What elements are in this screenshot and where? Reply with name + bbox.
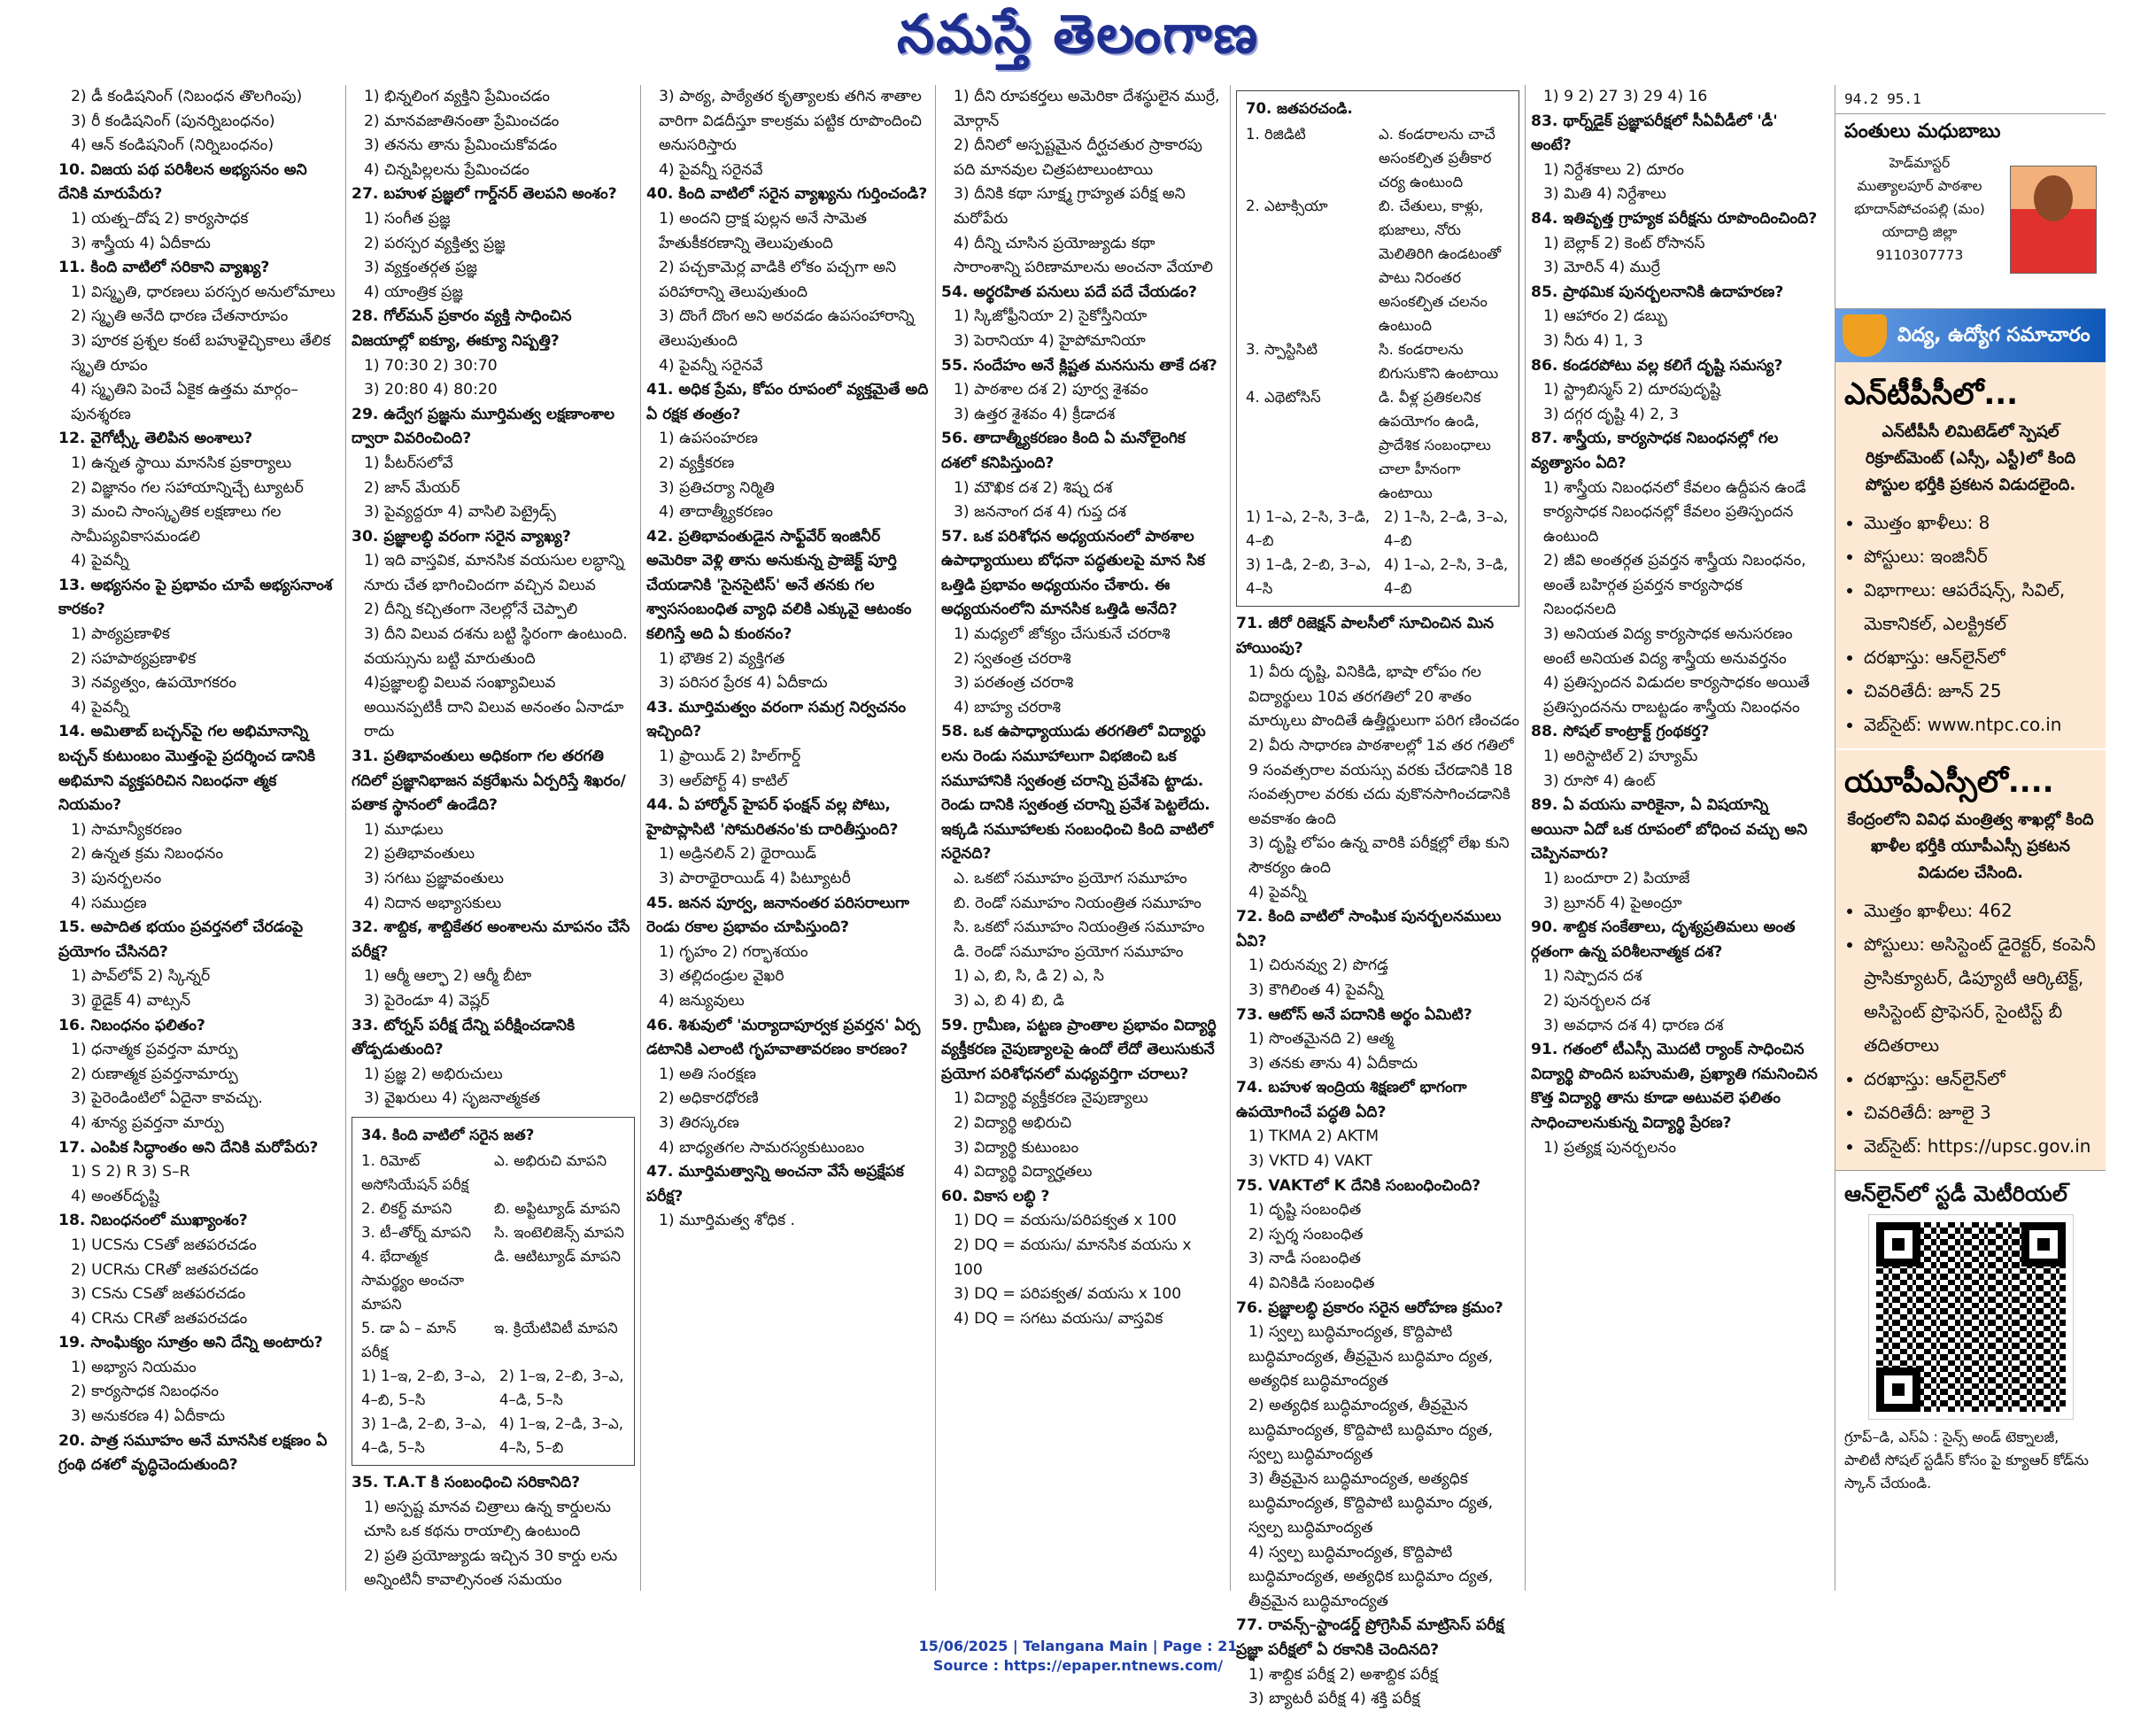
- question: 15. అపాదిత భయం ప్రవర్తనలో చేరడంపై ప్రయోగం చేసినది?: [58, 918, 304, 961]
- option: 3) పైవ్యద్దరూ 4) వాసిలి పెట్రైడ్స్: [364, 503, 556, 522]
- option: 2) ఉన్నత క్రమ నిబంధనం: [71, 845, 224, 864]
- option: 1) బందూరా 2) పియాజే: [1543, 870, 1690, 887]
- question: 11. కింది వాటిలో సరికాని వ్యాఖ్య?: [58, 259, 270, 277]
- question: 72. కింది వాటిలో సాంఘిక పునర్బలనములు ఏవి?: [1236, 908, 1502, 950]
- option: 3) బ్యాటరీ పరీక్ష 4) శక్తి పరీక్ష: [1248, 1690, 1420, 1708]
- column-1: [53, 85, 345, 1591]
- ntpc-description: ఎన్‌టీపీసీ లిమిటెడ్‌లో స్పెషల్ రిక్రూట్‌మెంట్ (ఎస్సీ, ఎస్టీ)లో కింది పోస్టుల భర్తీకి ప్రకటన విడుదలైంది.: [1865, 422, 2076, 494]
- question: 34. కింది వాటిలో సరైన జత?: [361, 1126, 535, 1143]
- option: 3) అనియత విద్య కార్యసాధక అనుసరణం అంటే అనియత విద్య శాస్త్రీయ అనువర్తనం: [1543, 625, 1793, 668]
- option: 3) వ్యక్తంతర్గత ప్రజ్ఞ: [364, 259, 477, 277]
- question: 77. రావన్స్–స్టాండర్డ్ ప్రోగ్రెసివ్ మాట్రిసెస్ పరీక్ష ప్రజ్ఞా పరీక్షలో ఏ రకానికి చెందినది?: [1236, 1616, 1504, 1659]
- option: 1) మౌఖిక దశ 2) శిష్న దశ: [954, 478, 1113, 497]
- question: 57. ఒక పరిశోధన అధ్యయనంలో పాఠశాల ఉపాధ్యాయులు బోధనా పద్ధతులపై మాన సిక ఒత్తిడి ప్రభావం అధ్యయనం చేశారు. ఈ అధ్యయనంలోని మానసిక ఒత్తిడి అనేది?: [941, 527, 1205, 619]
- question: 13. అభ్యసనం పై ప్రభావం చూపే అభ్యసనాంశ కారకం?: [58, 576, 333, 619]
- option: 1) విద్యార్థి వ్యక్తీకరణ నైపుణ్యాలు: [954, 1089, 1148, 1108]
- option: 1) స్కిజోఫ్రీనియా 2) సైకోస్తీనియా: [954, 307, 1148, 326]
- option: 2) వ్యక్తీకరణ: [659, 453, 735, 472]
- option: 3) వైఖరులు 4) సృజనాత్మకత: [364, 1089, 541, 1108]
- option: 2) పునర్బలన దశ: [1543, 991, 1650, 1010]
- notice-item: • పోస్టులు: అసిస్టెంట్ డైరెక్టర్, కంపెనీ ప్రాసిక్యూటర్, డిప్యూటీ ఆర్కిటెక్ట్, అసిస్టెంట్ ప్రొఫెసర్, సైంటిస్ట్ బీ తదితరాలు: [1864, 927, 2097, 1062]
- option: ఎ. ఒకటో సమూహం ప్రయోగ సమూహం: [954, 870, 1187, 887]
- question: 41. అధిక ప్రేమ, కోపం రూపంలో వ్యక్తమైతే అది ఏ రక్షక తంత్రం?: [646, 381, 929, 423]
- option: 4) వినికిడి సంబంధిత: [1248, 1274, 1375, 1293]
- question: 88. సోషల్ కాంట్రాక్ట్ గ్రంథకర్త?: [1531, 723, 1710, 741]
- column-6: [1525, 85, 1824, 1591]
- option: 3) అనుకరణ 4) ఏదీకాదు: [71, 1407, 226, 1426]
- option: 1) TKMA 2) AKTM: [1248, 1127, 1379, 1146]
- option: 4) DQ = సగటు వయసు/ వాస్తవిక: [954, 1309, 1163, 1328]
- notice-item: • దరఖాస్తు: ఆన్‌లైన్‌లో: [1864, 1062, 2097, 1096]
- option: 1) అరిస్టాటిల్ 2) హ్యూమ్: [1543, 748, 1698, 766]
- option: 1) UCSను CSతో జతపరచడం: [71, 1236, 257, 1254]
- option: 1) పాఠ్యప్రణాళిక: [71, 625, 170, 644]
- option: 3) DQ = పరిపక్వత/ వయసు x 100: [954, 1285, 1182, 1304]
- match-left-item: 4. ఎథెటోసిస్: [1246, 389, 1321, 406]
- question: 86. కండరపోటు వల్ల కలిగే దృష్టి సమస్య?: [1531, 356, 1783, 375]
- option: 1) అస్పష్ట మానవ చిత్రాలు ఉన్న కార్డులను చూసి ఒక కథను రాయాల్సి ఉంటుంది: [364, 1498, 611, 1541]
- match-left-item: 2. లికర్ట్ మాపని: [361, 1199, 452, 1217]
- question: 75. VAKTలో K దేనికి సంబంధించింది?: [1236, 1176, 1481, 1195]
- option: 4) 1–ఇ, 2–డి, 3–ఎ, 4–సి, 5–బి: [499, 1414, 623, 1456]
- option: 1) చిరునవ్వు 2) పొగడ్త: [1248, 957, 1388, 975]
- match-grid: [1246, 122, 1510, 505]
- option: 1) శాబ్దిక పరీక్ష 2) అశాబ్దిక పరీక్ష: [1248, 1665, 1438, 1684]
- question: 17. ఎంపిక సిద్ధాంతం అని దేనికి మరోపేరు?: [58, 1138, 319, 1157]
- option: 2) రుణాత్మక ప్రవర్తనామార్పు: [71, 1065, 238, 1083]
- option: 4) స్మృతిని పెంచే ఏకైక ఉత్తమ మార్గం– పునశ్శరణ: [71, 381, 298, 423]
- option: 1) స్వల్ప బుద్ధిమాంద్యత, కొద్దిపాటి బుద్ధిమాంద్యత, తీవ్రమైన బుద్ధిమాం ద్యత, అత్యధిక బుద్ధిమాంద్యత: [1248, 1323, 1494, 1391]
- option: 4) పైవన్నీ సరైనవే: [659, 160, 763, 179]
- author-name: పంతులు మధుబాబు: [1844, 120, 2001, 143]
- option: 1) 1–ఎ, 2–సి, 3–డి, 4–బి: [1246, 508, 1371, 549]
- option: 3) అవధాన దశ 4) ధారణ దశ: [1543, 1016, 1724, 1034]
- option: 1) 9 2) 27 3) 29 4) 16: [1543, 88, 1708, 105]
- option: 1) మూర్తిమత్వ శోధిక .: [659, 1212, 796, 1230]
- author-phone: 9110307773: [1875, 247, 1964, 263]
- option: 1) ఎ, బి, సి, డి 2) ఎ, సి: [954, 967, 1104, 986]
- option: 4) CRను CRతో జతపరచడం: [71, 1309, 248, 1328]
- option: 1) మధ్యలో జోక్యం చేసుకునే చరరాశి: [954, 625, 1171, 644]
- option: 1) 70:30 2) 30:70: [364, 356, 498, 375]
- match-question-box: [352, 1117, 635, 1466]
- question: 83. థార్న్‌డైక్ ప్రజ్ఞాపరీక్షలో సీఏవీడీలో 'డీ' అంటే?: [1531, 112, 1778, 155]
- option: 1) ప్రజ్ఞ 2) అభిరుచులు: [364, 1065, 503, 1083]
- option: 3) దీనికి కథా సూక్ష్మ గ్రాహ్యత పరీక్ష అని మరోపేరు: [954, 185, 1186, 228]
- question: 40. కింది వాటిలో సరైన వ్యాఖ్యను గుర్తించండి?: [646, 185, 928, 204]
- option: 1) భౌతిక 2) వ్యక్తిగత: [659, 649, 785, 668]
- question: 70. జతపరచండి.: [1246, 100, 1353, 117]
- option: 3) తల్లిదండ్రుల వైఖరి: [659, 967, 784, 986]
- match-left-item: 1. రిజిడిటి: [1246, 126, 1306, 143]
- qr-code-icon[interactable]: [1869, 1215, 2073, 1419]
- question: 20. పాత్ర సమూహం అనే మానసిక లక్షణం ఏ గ్రంథి దశలో వృద్ధిచెందుతుంది?: [58, 1431, 328, 1475]
- ntpc-list: [1844, 506, 2097, 741]
- qr-finder-icon: [1876, 1367, 1920, 1412]
- question: 44. ఏ హార్మోన్ హైపర్ ఫంక్షన్ వల్ల పోటు, హైపొప్లాసిటి 'సోమరితనం'కు దారితీస్తుంది?: [646, 796, 899, 839]
- option: 2) విద్యార్థి అభిరుచి: [954, 1113, 1072, 1132]
- study-material: [1835, 1170, 2106, 1502]
- question: 19. సాంఘిక్యం సూత్రం అని దేన్ని అంటారు?: [58, 1334, 323, 1352]
- question: 56. తాదాత్మ్యీకరణం కింది ఏ మనోలైంగిక దశలో కనిపిస్తుంది?: [941, 430, 1186, 472]
- option: సి. ఒకటో సమూహం నియంత్రిత సమూహం: [954, 918, 1205, 937]
- question: 16. నిబంధనం ఫలితం?: [58, 1016, 205, 1034]
- author-school: ముత్యాలపూర్ పాఠశాల: [1857, 178, 1982, 194]
- option: 3) పాఠ్య, పాఠ్యేతర కృత్యాలకు తగిన శాతాల వారిగా విడదీస్తూ కాలక్రమ పట్టిక రూపొందించి అనుసరిస్తారు: [659, 88, 922, 155]
- upsc-list: [1844, 894, 2097, 1163]
- question: 14. అమితాబ్ బచ్చన్‌పై గల అభిమానాన్ని బచ్చన్ కుటుంబం మొత్తంపై ప్రదర్శించ డానికి అభిమాని వ్యక్తపరిచిన నిబంధనా త్మక నియమం?: [58, 723, 316, 815]
- option: 3) 1–డి, 2–బి, 3–ఎ, 4–సి: [1246, 556, 1372, 597]
- option: 2) దీనిలో అస్పష్టమైన దీర్ఘచతుర స్రాకారపు పది మానవుల చిత్రపటాలుంటాయి: [954, 136, 1202, 179]
- column-4: [935, 85, 1230, 1591]
- option: 1) అందని ద్రాక్ష పుల్లన అనే సామెత హేతుకీకరణాన్ని తెలుపుతుంది: [659, 209, 867, 252]
- newspaper-logo: నమస్తే తెలంగాణ: [896, 4, 1260, 66]
- option: డి. రెండో సమూహం ప్రయోగ సమూహం: [954, 942, 1184, 961]
- option: 4) పైవన్నీ: [1248, 883, 1307, 902]
- option: 3) తనకు తాను 4) ఏదీకాదు: [1248, 1054, 1418, 1073]
- question: 33. టోర్నస్ పరీక్ష దేన్ని పరీక్షించడానికి తోడ్పడుతుంది?: [352, 1016, 576, 1059]
- question: 28. గోల్‌మన్ ప్రకారం వ్యక్తి సాధించిన విజయాల్లో ఐక్యూ, ఈక్యూ నిష్పత్తి?: [352, 307, 572, 350]
- option: 3) VKTD 4) VAKT: [1248, 1152, 1372, 1171]
- match-question-box: [1236, 90, 1519, 607]
- option: 3) తిరస్కరణ: [659, 1113, 739, 1132]
- option: 1) దృష్టి సంబంధిత: [1248, 1201, 1362, 1220]
- banner-title: విద్య, ఉద్యోగ సమాచారం: [1897, 324, 2090, 346]
- option: 1) ఆర్మీ ఆల్ఫా 2) ఆర్మీ బీటా: [364, 967, 532, 986]
- option: 4) విద్యార్థి విద్యార్హతలు: [954, 1163, 1093, 1181]
- option: 3) బ్రూనర్ 4) పైఅంద్రూ: [1543, 894, 1682, 912]
- match-right-item: సి. కండరాలను బిగుసుకొని ఉంటాయి: [1379, 341, 1499, 382]
- option: 1) పీటర్‌సలోవే: [364, 453, 453, 472]
- option: 1) సంగీత ప్రజ్ఞ: [364, 209, 451, 228]
- notice-item: • పోస్టులు: ఇంజినీర్: [1864, 539, 2097, 573]
- option: 4) అంతర్‌దృష్టి: [71, 1187, 159, 1205]
- option: 2) DQ = వయసు/ మానసిక వయసు x 100: [954, 1236, 1192, 1279]
- option: 1) ఆహారం 2) డబ్బు: [1543, 307, 1667, 326]
- match-right-item: ఇ. క్రియేటివిటీ మాపని: [494, 1319, 618, 1336]
- match-right-item: బి. చేతులు, కాళ్లు, భుజాలు, నోరు మెలితిరిగి ఉండటంతో పాటు నిరంతర అసంకల్పిత చలనం ఉంటుంది: [1379, 198, 1502, 334]
- question: 45. జనన పూర్వ, జనానంతర పరిసరాలుగా రెండు రకాల ప్రభావం చూపిస్తుంది?: [646, 894, 909, 937]
- upsc-title: యూపీఎస్సీలో....: [1844, 764, 2054, 800]
- option: 1) 1–ఇ, 2–బి, 3–ఎ, 4–బి, 5–సి: [361, 1367, 486, 1408]
- option: 3) ఆల్‌పోర్ట్ 4) కాటిల్: [659, 771, 788, 790]
- option: 3) కౌగిలింత 4) పైవన్నీ: [1248, 980, 1384, 999]
- option: 3) నీరు 4) 1, 3: [1543, 331, 1643, 350]
- author-card: [1835, 114, 2106, 309]
- option: 3) తీవ్రమైన బుద్ధిమాంద్యత, అత్యధిక బుద్ధిమాంద్యత, కొద్దిపాటి బుద్ధిమాం ద్యత, స్వల్ప బుద్ధిమాంద్యత: [1248, 1469, 1494, 1537]
- education-news-banner: [1835, 309, 2106, 362]
- option: 2) ప్రతిభావంతులు: [364, 845, 475, 864]
- notice-item: • మొత్తం ఖాళీలు: 8: [1864, 506, 2097, 539]
- option: 1) స్ట్రాబిస్మస్ 2) దూరపుదృష్టి: [1543, 381, 1721, 399]
- notice-item: • మొత్తం ఖాళీలు: 462: [1864, 894, 2097, 927]
- option: బి. రెండో సమూహం నియంత్రిత సమూహం: [954, 894, 1202, 912]
- option: 1) విస్మృతి, ధారణలు పరస్పర అనులోమాలు: [71, 283, 336, 301]
- option: 2) జాన్ మేయర్: [364, 478, 460, 497]
- option: 1) యత్న–దోష 2) కార్యసాధక: [71, 209, 249, 228]
- author-role: హెడ్‌మాస్టర్: [1889, 155, 1951, 171]
- option: 3) CSను CSతో జతపరచడం: [71, 1285, 246, 1304]
- option: 2) డీ కండిషనింగ్ (నిబంధన తొలగింపు): [71, 88, 303, 105]
- option: 3) దీని విలువ దశను బట్టి స్థిరంగా ఉంటుంది. వయస్సును బట్టి మారుతుంది: [364, 625, 628, 668]
- option: 3) దృష్టి లోపం ఉన్న వారికి పరీక్షల్లో లేఖ కుని సౌకర్యం ఉంది: [1248, 834, 1510, 877]
- question: 60. వికాస లబ్ధి ?: [941, 1187, 1050, 1205]
- option: 3) ప్రతిచర్యా నిర్మితి: [659, 478, 775, 497]
- match-right-item: డి. ఆటిట్యూడ్ మాపని: [494, 1247, 621, 1265]
- question: 58. ఒక ఉపాధ్యాయుడు తరగతిలో విద్యార్థు లను రెండు సమూహాలుగా విభజించి ఒక సమూహానికి స్వతంత్ర చరాన్ని ప్రవేశపె ట్టాడు. రెండు దానికి స్వతంత్ర చరాన్ని ప్రవేశ పెట్టలేదు. ఇక్కడి సమూహాలకు సంబంధించి కింది వాటిలో సరైనది?: [941, 723, 1214, 864]
- question: 85. ప్రాథమిక పునర్బలనానికి ఉదాహరణ?: [1531, 283, 1784, 301]
- option: 2) స్వతంత్ర చరరాశి: [954, 649, 1071, 668]
- study-note: గ్రూప్–డి, ఎస్ఏ : సైన్స్ అండ్ టెక్నాలజీ, పాలిటీ సోషల్ స్టడీస్ కోసం పై క్యూఆర్ కోడ్‌ను స్కాన్ చేయండి.: [1844, 1429, 2089, 1491]
- question: 47. మూర్తిమత్వాన్ని అంచనా వేసే అప్రక్షేపక పరీక్ష?: [646, 1163, 904, 1205]
- option: 4) జన్యువులు: [659, 991, 745, 1010]
- option: 2) స్పర్శ సంబంధిత: [1248, 1225, 1364, 1243]
- option: 3) నాడీ సంబంధిత: [1248, 1250, 1362, 1268]
- option: 4) పైవన్నీ: [71, 698, 129, 717]
- option: 3) 1–డి, 2–బి, 3–ఎ, 4–డి, 5–సి: [361, 1414, 487, 1456]
- author-place: భూదాన్‌పోచంపల్లి (మం): [1854, 201, 1985, 217]
- option: 4) దీన్ని చూసిన ప్రయోజ్యుడు కథా సారాంశాన్ని పరిణామాలను అంచనా వేయాలి: [954, 234, 1213, 277]
- page-footer: [0, 1637, 2156, 1676]
- option: 4) సముద్రణ: [71, 894, 147, 912]
- option: 3) సగటు ప్రజ్ఞావంతులు: [364, 870, 504, 887]
- question: 18. నిబంధనంలో ముఖ్యాంశం?: [58, 1212, 248, 1230]
- option: 1) ప్రత్యక్ష పునర్బలనం: [1543, 1138, 1677, 1157]
- option: 1) అతి సంరక్షణ: [659, 1065, 756, 1083]
- option: 3) పునర్బలనం: [71, 870, 162, 887]
- option: 2) మానవజాతినంతా ప్రేమించడం: [364, 112, 560, 130]
- option: 4) యాంత్రిక ప్రజ్ఞ: [364, 283, 463, 301]
- question: 71. జీరో రిజెక్షన్ పాలసీలో సూచించిన మిన హాయింపు?: [1236, 615, 1495, 657]
- option: 4) పైవన్నీ: [71, 552, 129, 570]
- option: 3) పారాథైరాయిడ్ 4) పిట్యూటరీ: [659, 870, 851, 887]
- match-answers: [1246, 505, 1510, 600]
- ntpc-notice: [1835, 362, 2106, 748]
- option: 4) చిన్నపిల్లలను ప్రేమించడం: [364, 160, 529, 179]
- option: 1) భిన్నలింగ వ్యక్తిని ప్రేమించడం: [364, 88, 550, 105]
- match-answers: [361, 1364, 625, 1460]
- option: 1) దీని రూపకర్తలు అమెరికా దేశస్థులైన ముర్రే, మోర్గాన్: [954, 88, 1220, 130]
- option: 1) S 2) R 3) S–R: [71, 1163, 190, 1181]
- option: 2) 1–ఇ, 2–బి, 3–ఎ, 4–డి, 5–సి: [499, 1367, 624, 1408]
- option: 3) దొంగే దొంగ అని అరవడం ఉపసంహారాన్ని తెలుపుతుంది: [659, 307, 915, 350]
- match-right-item: ఎ. కండరాలను చాచే అసంకల్పిత ప్రతీకార చర్య ఉంటుంది: [1379, 126, 1495, 190]
- match-right-item: బి. అప్టిట్యూడ్ మాపని: [494, 1199, 621, 1217]
- option: 4) బాహ్య చరరాశి: [954, 698, 1061, 717]
- option: 2) UCRను CRతో జతపరచడం: [71, 1260, 259, 1279]
- option: 3) ఎ, బి 4) బి, డి: [954, 991, 1064, 1010]
- match-left-item: 5. డా ఏ – మాన్ పరీక్ష: [361, 1319, 457, 1360]
- option: 4) 1–ఎ, 2–సి, 3–డి, 4–బి: [1384, 556, 1509, 597]
- match-grid: [361, 1149, 625, 1364]
- option: 4) శూన్య ప్రవర్తనా మార్పు: [71, 1113, 224, 1132]
- match-right-item: డి. వీళ్ల ప్రతికలనిక ఉపయోగం ఉండి, ప్రాదేశిక సంబంధాలు చాలా హీనంగా ఉంటాయి: [1379, 389, 1491, 501]
- option: 1) నిర్దేశకాలు 2) దూరం: [1543, 160, 1684, 179]
- option: 3) నవ్యత్వం, ఉపయోగకరం: [71, 674, 236, 693]
- option: 3) దగ్గర దృష్టి 4) 2, 3: [1543, 405, 1680, 423]
- option: 2) జీవి అంతర్గత ప్రవర్తన శాస్త్రీయ నిబంధనం, అంతే బహిర్గత ప్రవర్తన కార్యసాధక నిబంధనలది: [1543, 552, 1806, 619]
- author-district: యాదాద్రి జిల్లా: [1882, 224, 1958, 240]
- option: 1) నిష్పాదన దశ: [1543, 967, 1642, 986]
- option: 3) మోరిన్ 4) ముర్రే: [1543, 259, 1660, 277]
- option: 1) అభ్యాస నియమం: [71, 1358, 197, 1376]
- notice-item: • వెబ్‌సైట్: https://upsc.gov.in: [1864, 1129, 2097, 1163]
- footer-source-link[interactable]: Source : https://epaper.ntnews.com/: [932, 1657, 1224, 1674]
- option: 1) అడ్రినలిన్ 2) థైరాయిడ్: [659, 845, 816, 864]
- option: 3) పైరెండూ 4) వెష్లర్: [364, 991, 490, 1010]
- masthead: [0, 0, 2156, 84]
- score-strip: 94.2 95.1: [1835, 85, 2106, 114]
- notice-item: • వెబ్‌సైట్: www.ntpc.co.in: [1864, 708, 2097, 741]
- option: 3) థైడైక్ 4) వాట్సన్: [71, 991, 191, 1010]
- match-left-item: 3. టీ–తోర్న్ మాపని: [361, 1223, 472, 1241]
- match-left-item: 3. స్పాస్టిసిటి: [1246, 341, 1318, 358]
- option: 3) మంచి సాంస్కృతిక లక్షణాలు గల సామీప్యవికాసమండలి: [71, 503, 282, 546]
- option: 1) ఉన్నత స్థాయి మానసిక ప్రకార్యాలు: [71, 453, 292, 472]
- notice-item: • చివరితేదీ: జూన్ 25: [1864, 674, 2097, 708]
- option: 3) పరిసర ప్రేరక 4) ఏదీకాదు: [659, 674, 828, 693]
- option: 1) పావ్‌లోవ్ 2) స్కిన్నర్: [71, 967, 211, 986]
- option: 3) పరతంత్ర చరరాశి: [954, 674, 1074, 693]
- option: 4) ప్రతిస్పందన విడుదల కార్యసాధకం అయితే ప్రతిస్పందనను రాబట్టడం శాస్త్రీయ నిబంధనం: [1543, 674, 1810, 717]
- question: 91. గతంలో టీఎస్సీ మొదటి ర్యాంక్ సాధించిన విద్యార్థి పొందిన బహుమతి, ప్రఖ్యాతి గమనించిన కొత్త విద్యార్థి తాను కూడా అటువలె ఫలితం సాధించాలనుకున్న విద్యార్థి ప్రేరణ?: [1531, 1041, 1818, 1132]
- column-2: [345, 85, 640, 1591]
- option: 2) సహపాఠ్యప్రణాళిక: [71, 649, 197, 668]
- option: 2) విజ్ఞానం గల సహాయాన్నిచ్చే ట్యూటర్: [71, 478, 304, 497]
- option: 1) గృహం 2) గర్భాశయం: [659, 942, 808, 961]
- question: 55. సందేహం అనే క్లిష్టత మనసును తాకే దశ?: [941, 356, 1217, 375]
- option: 2) దీన్ని కచ్చితంగా నెలల్లోనే చెప్పాలి: [364, 600, 578, 619]
- sidebar: [1835, 85, 2106, 1591]
- option: 3) రూసో 4) ఉంట్: [1543, 771, 1656, 790]
- option: 3) జననాంగ దశ 4) గుప్త దశ: [954, 503, 1126, 522]
- ntpc-title: ఎన్‌టీపీసీలో...: [1844, 376, 2019, 412]
- question: 43. మూర్తిమత్వం వరంగా సమగ్ర నిర్వచనం ఇచ్చింది?: [646, 698, 907, 741]
- option: 3) పూరక ప్రశ్నల కంటే బహుళైచ్ఛికాలు తేలిక స్మృతి రూపం: [71, 331, 331, 375]
- question: 27. బహుళ ప్రజ్ఞలో గార్డ్‌నర్ తెలపని అంశం?: [352, 185, 617, 204]
- option: 3) మితి 4) నిర్దేశాలు: [1543, 185, 1666, 204]
- qr-finder-icon: [1876, 1222, 1920, 1267]
- option: 1) శాస్త్రీయ నిబంధనలో కేవలం ఉద్దీపన ఉండే కార్యసాధక నిబంధనల్లో కేవలం ప్రతిస్పందన ఉంటుంది: [1543, 478, 1806, 546]
- match-right-item: సి. ఇంటెలిజెన్స్ మాపని: [494, 1223, 624, 1241]
- option: 1) మూఢులు: [364, 820, 444, 839]
- option: 2) పచ్చకామెర్ల వాడికి లోకం పచ్చగా అని పరిహారాన్ని తెలుపుతుంది: [659, 259, 897, 301]
- upsc-notice: [1835, 748, 2106, 1170]
- option: 3) శాస్త్రీయ 4) ఏదీకాదు: [71, 234, 211, 252]
- question: 32. శాబ్దిక, శాబ్దికేతర అంశాలను మాపనం చేసే పరీక్ష?: [352, 918, 630, 961]
- match-left-item: 4. భేదాత్మక సామర్థ్యం అంచనా మాపని: [361, 1247, 465, 1313]
- option: 2) ప్రతి ప్రయోజ్యుడు ఇచ్చిన 30 కార్డు లను అన్నింటినీ కావాల్సినంత సమయం: [364, 1546, 618, 1590]
- question: 87. శాస్త్రీయ, కార్యసాధక నిబంధనల్లో గల వ్యత్యాసం ఏది?: [1531, 430, 1779, 472]
- option: 3) పైరెండింటిలో ఏదైనా కావచ్చు.: [71, 1089, 263, 1108]
- option: 2) పరస్పర వ్యక్తిత్వ ప్రజ్ఞ: [364, 234, 506, 252]
- match-left-item: 2. ఎటాక్సియా: [1246, 198, 1328, 214]
- notice-item: • దరఖాస్తు: ఆన్‌లైన్‌లో: [1864, 640, 2097, 674]
- column-3: [640, 85, 935, 1591]
- question: 42. ప్రతిభావంతుడైన సాఫ్ట్‌వేర్ ఇంజినీర్ అమెరికా వెళ్లి తాను అనుకున్న ప్రాజెక్ట్ పూర్తి చేయడానికి 'సైనసైటిస్' అనే తనకు గల శ్వాససంబంధిత వ్యాధి వలికి ఎక్కువై ఆటంకం కలిగిస్తే అది ఏ కుంఠనం?: [646, 527, 912, 644]
- question: 90. శాబ్దిక సంకేతాలు, దృశ్యప్రతిమలు అంత ర్గతంగా ఉన్న పరిశీలనాత్మక దశ?: [1531, 918, 1796, 961]
- option: 3) 20:80 4) 80:20: [364, 381, 498, 399]
- option: 4)ప్రజ్ఞాలబ్ధి విలువ సంఖ్యావిలువ అయినప్పటికీ దాని విలువ అనంతం ఏనాడూ రాదు: [364, 674, 624, 741]
- option: 3) ఉత్తర శైశవం 4) క్రీడాదశ: [954, 405, 1116, 423]
- option: 4) బాధ్యతగల సామరస్యకుటుంబం: [659, 1138, 865, 1157]
- option: 2) 1–సి, 2–డి, 3–ఎ, 4–బి: [1384, 508, 1509, 549]
- notice-item: • చివరితేదీ: జూలై 3: [1864, 1096, 2097, 1129]
- option: 4) పైవన్నీ సరైనవే: [659, 356, 763, 375]
- option: 3) పెరానియా 4) హైపోమానియా: [954, 331, 1146, 350]
- option: 1) బెల్లాక్ 2) కెంట్ రోసానస్: [1543, 234, 1705, 252]
- match-right-item: ఎ. అభిరుచి మాపని: [494, 1151, 607, 1169]
- option: 1) వీరు దృష్టి, వినికిడి, భాషా లోపం గల విద్యార్థులు 10వ తరగతిలో 20 శాతం మార్కులు పొందితే ఉత్తీర్ణులుగా పరిగ ణించడం: [1248, 663, 1519, 731]
- option: 2) అధికారధోరణి: [659, 1089, 759, 1108]
- graduation-emblem-icon: [1843, 314, 1887, 357]
- question: 31. ప్రతిభావంతులు అధికంగా గల తరగతి గదిలో ప్రజ్ఞానిభాజన వక్రరేఖను ఏర్పరిస్తే శిఖరం/ పతాక స్థానంలో ఉండేది?: [352, 748, 626, 815]
- question: 12. వైగోట్స్కీ తెలిపిన అంశాలు?: [58, 430, 253, 448]
- match-left-item: 1. రిమోట్ అసోసియేషన్ పరీక్ష: [361, 1151, 469, 1193]
- option: 4) స్వల్ప బుద్ధిమాంద్యత, కొద్దిపాటి బుద్ధిమాంద్యత, అత్యధిక బుద్ధిమాం ద్యత, తీవ్రమైన బుద్ధిమాంద్యత: [1248, 1543, 1494, 1610]
- question: 84. ఇతివృత్త గ్రాహ్యక పరీక్షను రూపొందించింది?: [1531, 209, 1818, 228]
- question: 46. శిశువులో 'మర్యాదాపూర్వక ప్రవర్తన' ఏర్ప డటానికి ఎలాంటి గృహవాతావరణం కారణం?: [646, 1016, 921, 1059]
- question: 10. విజయ పథ పరిశీలన అభ్యసనం అని దేనికి మారుపేరు?: [58, 160, 307, 204]
- option: 1) DQ = వయసు/పరిపక్వత x 100: [954, 1212, 1177, 1230]
- question: 29. ఉద్వేగ ప్రజ్ఞను మూర్తిమత్వ లక్షణాంశాల ద్వారా వివరించింది?: [352, 405, 615, 448]
- option: 1) ఇది వాస్తవిక, మానసిక వయసుల లబ్ధాన్ని నూరు చేత భాగించిందగా వచ్చిన విలువ: [364, 552, 624, 594]
- option: 1) సామాన్యీకరణం: [71, 820, 182, 839]
- option: 1) ఫ్రాయిడ్ 2) హిల్‌గార్డ్: [659, 748, 801, 766]
- column-5: [1230, 85, 1525, 1708]
- question: 30. ప్రజ్ఞాలబ్ధి వరంగా సరైన వ్యాఖ్య?: [352, 527, 571, 546]
- option: 2) స్మృతి అనేది ధారణ చేతనారూపం: [71, 307, 289, 326]
- option: 1) పాఠశాల దశ 2) పూర్వ శైశవం: [954, 381, 1148, 399]
- question: 76. ప్రజ్ఞాలబ్ధి ప్రకారం సరైన ఆరోహణ క్రమం?: [1236, 1298, 1503, 1317]
- question: 73. ఆటోస్ అనే పదానికి అర్థం ఏమిటి?: [1236, 1005, 1472, 1024]
- footer-edition: 15/06/2025 | Telangana Main | Page : 21: [918, 1638, 1238, 1654]
- option: 3) రీ కండిషనింగ్ (పునర్నిబంధనం): [71, 112, 275, 130]
- question: 89. ఏ వయసు వారికైనా, ఏ విషయాన్ని అయినా ఏదో ఒక రూపంలో బోధించ వచ్చు అని చెప్పినవారు?: [1531, 796, 1808, 864]
- option: 1) సొంతమైనది 2) ఆత్మ: [1248, 1030, 1395, 1049]
- option: 4) ఆన్ కండిషనింగ్ (నిర్నిబంధనం): [71, 136, 274, 155]
- option: 1) ఉపసంహరణ: [659, 430, 758, 448]
- option: 3) తనను తాను ప్రేమించుకోవడం: [364, 136, 558, 155]
- question: 54. అర్థరహిత పనులు పదే పదే చేయడం?: [941, 283, 1198, 301]
- question: 74. బహుళ ఇంద్రియ శిక్షణలో భాగంగా ఉపయోగించే పద్ధతి ఏది?: [1236, 1079, 1467, 1121]
- option: 3) విద్యార్థి కుటుంబం: [954, 1138, 1079, 1157]
- option: 4) నిదాన అభ్యాసకులు: [364, 894, 502, 912]
- option: 4) తాదాత్మ్యీకరణం: [659, 503, 773, 522]
- question: 35. T.A.T కి సంబంధించి సరికానిది?: [352, 1473, 581, 1491]
- notice-item: • విభాగాలు: ఆపరేషన్స్, సివిల్, మెకానికల్, ఎలక్ట్రికల్: [1864, 573, 2097, 640]
- option: 2) వీరు సాధారణ పాఠశాలల్లో 1వ తర గతిలో 9 సంవత్సరాల వయస్సు వరకు చేరడానికి 18 సంవత్సరాల వరకు చదు వుకొనసాగించడానికి అవకాశం ఉంది: [1248, 736, 1514, 828]
- option: 1) ధనాత్మక ప్రవర్తనా మార్పు: [71, 1041, 238, 1059]
- option: 2) అత్యధిక బుద్ధిమాంద్యత, తీవ్రమైన బుద్ధిమాంద్యత, కొద్దిపాటి బుద్ధిమాం ద్యత, స్వల్ప బుద్ధిమాంద్యత: [1248, 1397, 1494, 1464]
- upsc-description: కేంద్రంలోని వివిధ మంత్రిత్వ శాఖల్లో కింది ఖాళీల భర్తీకి యూపీఎస్సీ ప్రకటన విడుదల చేసింది.: [1847, 810, 2094, 882]
- question: 59. గ్రామీణ, పట్టణ ప్రాంతాల ప్రభావం విద్యార్థి వ్యక్తీకరణ నైపుణ్యాలపై ఉందో లేదో తెలుసుకునే ప్రయోగ పరిశోధనలో మధ్యవర్తిగా చరాలు?: [941, 1016, 1217, 1083]
- study-title: ఆన్‌లైన్‌లో స్టడీ మెటీరియల్: [1844, 1181, 2067, 1206]
- qr-finder-icon: [2021, 1222, 2066, 1267]
- option: 2) కార్యసాధక నిబంధనం: [71, 1383, 219, 1401]
- author-meta: [1844, 151, 1995, 267]
- author-photo: [2010, 166, 2097, 274]
